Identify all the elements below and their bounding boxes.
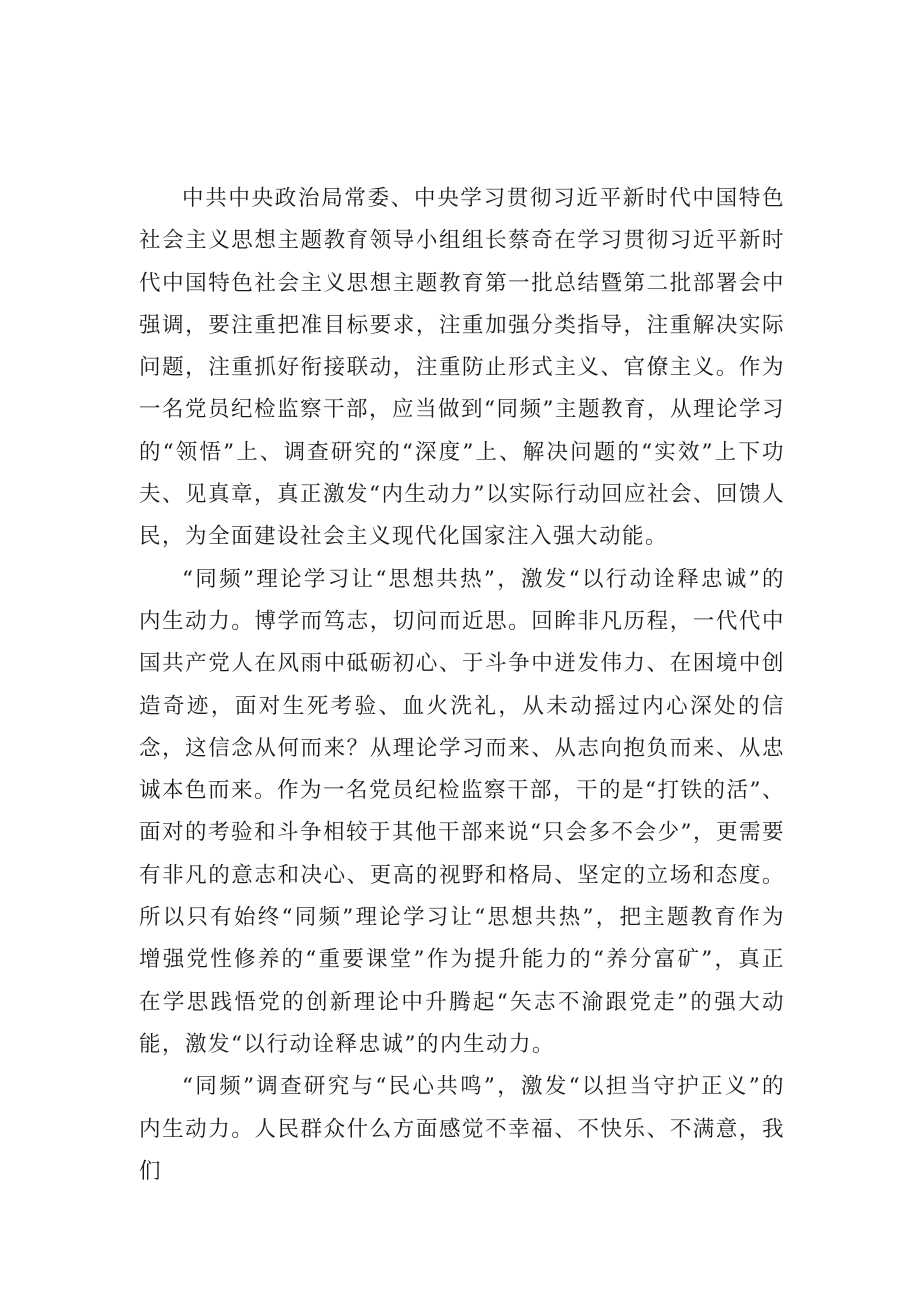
paragraph-theory-study: “同频”理论学习让“思想共热”，激发“以行动诠释忠诚”的内生动力。博学而笃志，切问而近思。回眸非凡历程，一代代中国共产党人在风雨中砥砺初心、于斗争中迸发伟力、在困境中创造奇迹，面对生死考验、血火洗礼，从未动摇过内心深处的信念，这信念从何而来？从理论学习而来、从志向抱负而来、从忠诚本色而来。作为一名党员纪检监察干部，干的是“打铁的活”、面对的考验和斗争相较于其他干部来说“只会多不会少”，更需要有非凡的意志和决心、更高的视野和格局、坚定的立场和态度。所以只有始终“同频”理论学习让“思想共热”，把主题教育作为增强党性修养的“重要课堂”作为提升能力的“养分富矿”，真正在学思践悟党的创新理论中升腾起“矢志不渝跟党走”的强大动能，激发“以行动诠释忠诚”的内生动力。 xyxy=(139,566,785,1057)
paragraph-intro: 中共中央政治局常委、中央学习贯彻习近平新时代中国特色社会主义思想主题教育领导小组组长蔡奇在学习贯彻习近平新时代中国特色社会主义思想主题教育第一批总结暨第二批部署会中强调，要注重把准目标要求，注重加强分类指导，注重解决实际问题，注重抓好衔接联动，注重防止形式主义、官僚主义。作为一名党员纪检监察干部，应当做到“同频”主题教育，从理论学习的“领悟”上、调查研究的“深度”上、解决问题的“实效”上下功夫、见真章，真正激发“内生动力”以实际行动回应社会、回馈人民，为全面建设社会主义现代化国家注入强大动能。 xyxy=(139,186,785,550)
document-body xyxy=(139,178,785,1193)
paragraph-research: “同频”调查研究与“民心共鸣”，激发“以担当守护正义”的内生动力。人民群众什么方面感觉不幸福、不快乐、不满意，我们 xyxy=(139,1074,785,1184)
